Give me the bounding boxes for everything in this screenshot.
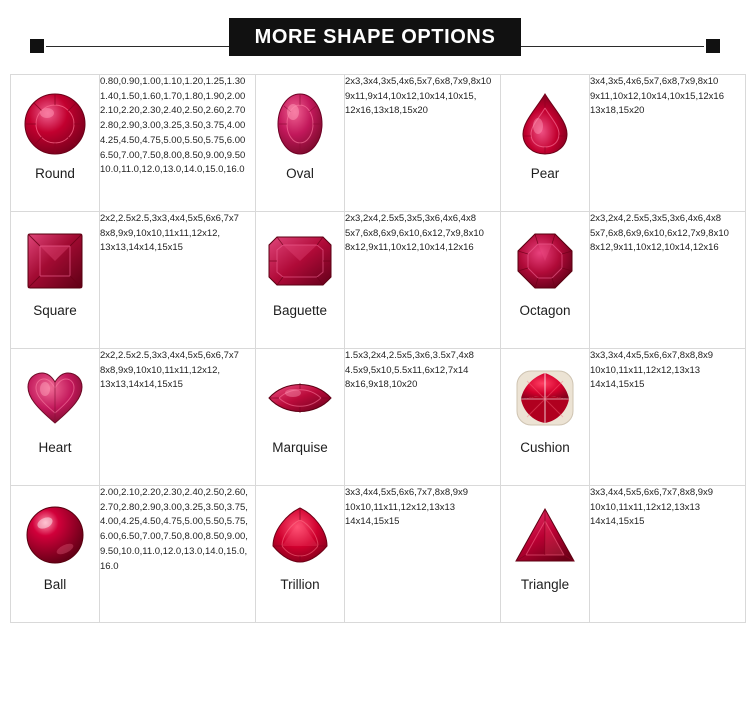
gem-cell-trillion (256, 486, 345, 623)
gem-shape-label: Heart (38, 440, 72, 455)
oval-gem-icon (267, 84, 333, 164)
header-decor-rule-left (46, 46, 250, 47)
cushion-gem-icon (512, 358, 578, 438)
gem-specs-pear: 3x4,3x5,4x6,5x7,6x8,7x9,8x10 9x11,10x12,10x14,10x15,12x16 13x18,15x20 (590, 75, 746, 212)
gem-cell-octagon (501, 212, 590, 349)
triangle-gem-icon (512, 495, 578, 575)
page-header-banner (0, 0, 750, 74)
gem-specs-square: 2x2,2.5x2.5,3x3,4x4,5x5,6x6,7x7 8x8,9x9,10x10,11x11,12x12, 13x13,14x14,15x15 (100, 212, 256, 349)
gem-specs-octagon: 2x3,2x4,2.5x5,3x5,3x6,4x6,4x8 5x7,6x8,6x9,6x10,6x12,7x9,8x10 8x12,9x11,10x12,10x14,12x16 (590, 212, 746, 349)
table-row (11, 486, 746, 623)
gem-specs-baguette: 2x3,2x4,2.5x5,3x5,3x6,4x6,4x8 5x7,6x8,6x9,6x10,6x12,7x9,8x10 8x12,9x11,10x12,10x14,12x16 (345, 212, 501, 349)
octagon-gem-icon (512, 221, 578, 301)
heart-gem-icon (22, 358, 88, 438)
gem-shape-label: Baguette (272, 303, 328, 318)
gem-shape-label: Octagon (519, 303, 571, 318)
gem-specs-triangle: 3x3,4x4,5x5,6x6,7x7,8x8,9x9 10x10,11x11,12x12,13x13 14x14,15x15 (590, 486, 746, 623)
baguette-gem-icon (267, 221, 333, 301)
header-decor-square-right (706, 39, 720, 53)
gem-shape-label: Round (35, 166, 75, 181)
gem-cell-oval (256, 75, 345, 212)
gem-cell-marquise (256, 349, 345, 486)
gem-cell-round (11, 75, 100, 212)
marquise-gem-icon (267, 358, 333, 438)
gem-shape-label: Trillion (280, 577, 320, 592)
gem-cell-baguette (256, 212, 345, 349)
gem-specs-trillion: 3x3,4x4,5x5,6x6,7x7,8x8,9x9 10x10,11x11,12x12,13x13 14x14,15x15 (345, 486, 501, 623)
header-decor-square-left (30, 39, 44, 53)
table-row (11, 212, 746, 349)
gem-cell-heart (11, 349, 100, 486)
gem-shape-label: Triangle (520, 577, 570, 592)
gem-specs-round: 0.80,0.90,1.00,1.10,1.20,1.25,1.30 1.40,1.50,1.60,1.70,1.80,1.90,2.00 2.10,2.20,2.30,2.40,2.50,2.60,2.70 2.80,2.90,3.00,3.25,3.50,3.75,4.00 4.25,4.50,4.75,5.00,5.50,5.75,6.00 6.50,7.00,7.50,8.00,8.50,9.00,9.50 10.0,11.0,12.0,13.0,14.0,15.0,16.0 (100, 75, 256, 212)
table-row (11, 349, 746, 486)
gem-cell-triangle (501, 486, 590, 623)
gem-shape-label: Oval (286, 166, 314, 181)
gem-specs-oval: 2x3,3x4,3x5,4x6,5x7,6x8,7x9,8x10 9x11,9x14,10x12,10x14,10x15, 12x16,13x18,15x20 (345, 75, 501, 212)
gem-shape-label: Marquise (272, 440, 328, 455)
header-decor-rule-right (500, 46, 704, 47)
pear-gem-icon (512, 84, 578, 164)
gem-specs-ball: 2.00,2.10,2.20,2.30,2.40,2.50,2.60, 2.70,2.80,2.90,3.00,3.25,3.50,3.75, 4.00,4.25,4.50,4.75,5.00,5.50,5.75, 6.00,6.50,7.00,7.50,8.00,8.50,9.00, 9.50,10.0,11.0,12.0,13.0,14.0,15.0, 16.0 (100, 486, 256, 623)
gem-specs-cushion: 3x3,3x4,4x5,5x6,6x7,8x8,8x9 10x10,11x11,12x12,13x13 14x14,15x15 (590, 349, 746, 486)
shape-options-table (10, 74, 746, 623)
gem-cell-pear (501, 75, 590, 212)
gem-cell-cushion (501, 349, 590, 486)
gem-cell-square (11, 212, 100, 349)
gem-specs-marquise: 1.5x3,2x4,2.5x5,3x6,3.5x7,4x8 4.5x9,5x10,5.5x11,6x12,7x14 8x16,9x18,10x20 (345, 349, 501, 486)
table-row (11, 75, 746, 212)
gem-shape-label: Pear (530, 166, 560, 181)
trillion-gem-icon (267, 495, 333, 575)
page-title: MORE SHAPE OPTIONS (229, 18, 522, 56)
gem-shape-label: Cushion (520, 440, 570, 455)
gem-specs-heart: 2x2,2.5x2.5,3x3,4x4,5x5,6x6,7x7 8x8,9x9,10x10,11x11,12x12, 13x13,14x14,15x15 (100, 349, 256, 486)
ball-gem-icon (22, 495, 88, 575)
square-gem-icon (22, 221, 88, 301)
gem-shape-label: Ball (43, 577, 67, 592)
round-gem-icon (22, 84, 88, 164)
gem-shape-label: Square (33, 303, 77, 318)
shape-options-table-wrap (0, 74, 750, 623)
gem-cell-ball (11, 486, 100, 623)
